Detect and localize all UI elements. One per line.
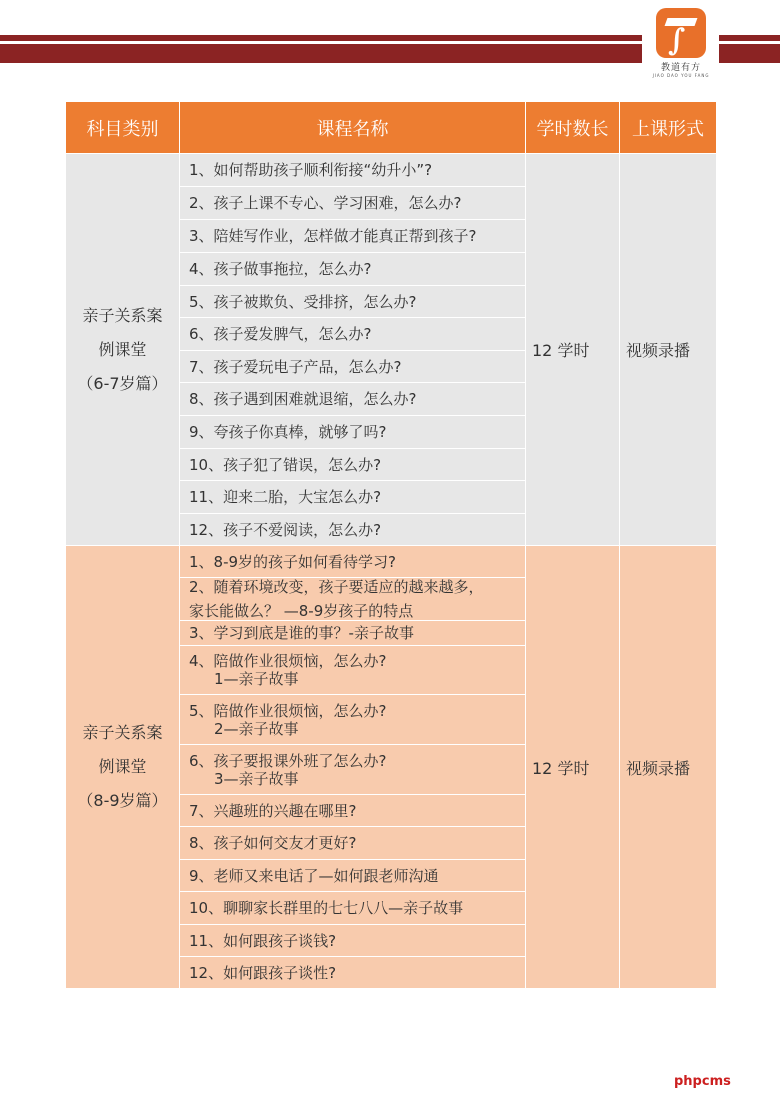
course-name: 1、8-9岁的孩子如何看待学习? bbox=[189, 552, 397, 571]
course-table bbox=[65, 101, 717, 989]
header-category: 科目类别 bbox=[66, 102, 180, 154]
course-cell bbox=[180, 187, 526, 220]
course-name: 11、如何跟孩子谈钱? bbox=[189, 931, 337, 950]
table-row bbox=[66, 154, 717, 187]
hours-cell: 12 学时 bbox=[526, 546, 620, 989]
course-name: 家长能做么？ —8-9岁孩子的特点 bbox=[189, 602, 414, 620]
header-bar-top-right bbox=[719, 35, 780, 41]
header-bar-top-left bbox=[0, 35, 642, 41]
course-cell bbox=[180, 795, 526, 827]
course-cell bbox=[180, 957, 526, 989]
course-cell bbox=[180, 695, 526, 745]
course-name: 2、随着环境改变，孩子要适应的越来越多， bbox=[189, 578, 484, 596]
course-cell bbox=[180, 925, 526, 957]
course-name: 9、老师又来电话了—如何跟老师沟通 bbox=[189, 866, 439, 885]
course-name: 5、陪做作业很烦恼，怎么办? bbox=[189, 701, 387, 720]
course-cell bbox=[180, 220, 526, 253]
course-name: 3、学习到底是谁的事？-亲子故事 bbox=[189, 624, 414, 642]
course-name: 4、陪做作业很烦恼，怎么办? bbox=[189, 652, 387, 670]
mode-cell: 视频录播 bbox=[620, 154, 717, 546]
header-course-name: 课程名称 bbox=[180, 102, 526, 154]
course-name: 1、如何帮助孩子顺利衔接“幼升小”? bbox=[189, 161, 433, 179]
course-name: 10、孩子犯了错误，怎么办? bbox=[189, 455, 382, 474]
course-name: 2、孩子上课不专心、学习困难，怎么办? bbox=[189, 194, 462, 212]
logo-badge-icon: ∫ bbox=[656, 8, 706, 58]
mode-cell: 视频录播 bbox=[620, 546, 717, 989]
course-name: 11、迎来二胎，大宝怎么办? bbox=[189, 488, 382, 506]
course-name: 8、孩子遇到困难就退缩，怎么办? bbox=[189, 390, 417, 408]
course-name: 10、聊聊家长群里的七七八八—亲子故事 bbox=[189, 899, 464, 917]
header-mode: 上课形式 bbox=[620, 102, 717, 154]
footer-watermark: phpcms bbox=[674, 1074, 731, 1089]
category-line: 亲子关系案 bbox=[82, 723, 163, 742]
course-cell bbox=[180, 154, 526, 187]
category-line: （6-7岁篇） bbox=[77, 373, 168, 393]
course-name: 12、如何跟孩子谈性? bbox=[189, 963, 337, 982]
category-line: （8-9岁篇） bbox=[77, 791, 168, 810]
table-body bbox=[66, 154, 717, 989]
course-cell bbox=[180, 481, 526, 514]
course-name: 9、夸孩子你真棒，就够了吗? bbox=[189, 423, 387, 441]
course-name: 3、陪娃写作业，怎样做才能真正帮到孩子? bbox=[189, 227, 477, 245]
logo-name-cn: 教道有方 bbox=[660, 63, 701, 73]
course-name: 7、孩子爱玩电子产品，怎么办? bbox=[189, 357, 402, 376]
category-line: 例课堂 bbox=[98, 757, 147, 776]
course-cell bbox=[180, 449, 526, 481]
header-bar-bottom-right bbox=[719, 44, 780, 63]
table-header-row bbox=[66, 102, 717, 154]
course-name: 7、兴趣班的兴趣在哪里? bbox=[189, 801, 357, 820]
category-line: 亲子关系案 bbox=[82, 305, 163, 325]
course-cell bbox=[180, 827, 526, 860]
course-cell bbox=[180, 318, 526, 351]
header-bar-bottom-left bbox=[0, 44, 642, 63]
hours-cell: 12 学时 bbox=[526, 154, 620, 546]
course-name: 8、孩子如何交友才更好? bbox=[189, 834, 357, 852]
category-cell bbox=[66, 154, 180, 546]
category-cell bbox=[66, 546, 180, 989]
course-name: 2—亲子故事 bbox=[214, 719, 299, 738]
course-name: 1—亲子故事 bbox=[214, 670, 299, 688]
course-cell bbox=[180, 286, 526, 318]
course-name: 3—亲子故事 bbox=[214, 769, 299, 788]
course-name: 5、孩子被欺负、受排挤，怎么办? bbox=[189, 292, 417, 311]
course-cell bbox=[180, 383, 526, 416]
course-cell bbox=[180, 546, 526, 578]
course-name: 4、孩子做事拖拉，怎么办? bbox=[189, 260, 372, 278]
course-cell bbox=[180, 416, 526, 449]
course-cell bbox=[180, 646, 526, 695]
header-hours: 学时数长 bbox=[526, 102, 620, 154]
course-cell bbox=[180, 860, 526, 892]
course-name: 6、孩子要报课外班了怎么办? bbox=[189, 751, 387, 770]
course-cell bbox=[180, 745, 526, 795]
brand-logo bbox=[650, 8, 712, 78]
course-cell bbox=[180, 253, 526, 286]
course-name: 12、孩子不爱阅读，怎么办? bbox=[189, 520, 382, 539]
table-row bbox=[66, 546, 717, 578]
course-cell bbox=[180, 514, 526, 546]
course-cell bbox=[180, 892, 526, 925]
logo-name-en: JIAO DAO YOU FANG bbox=[652, 73, 710, 78]
course-cell bbox=[180, 351, 526, 383]
category-line: 例课堂 bbox=[98, 339, 147, 359]
course-cell bbox=[180, 578, 526, 621]
course-name: 6、孩子爱发脾气，怎么办? bbox=[189, 325, 372, 343]
course-cell bbox=[180, 621, 526, 646]
